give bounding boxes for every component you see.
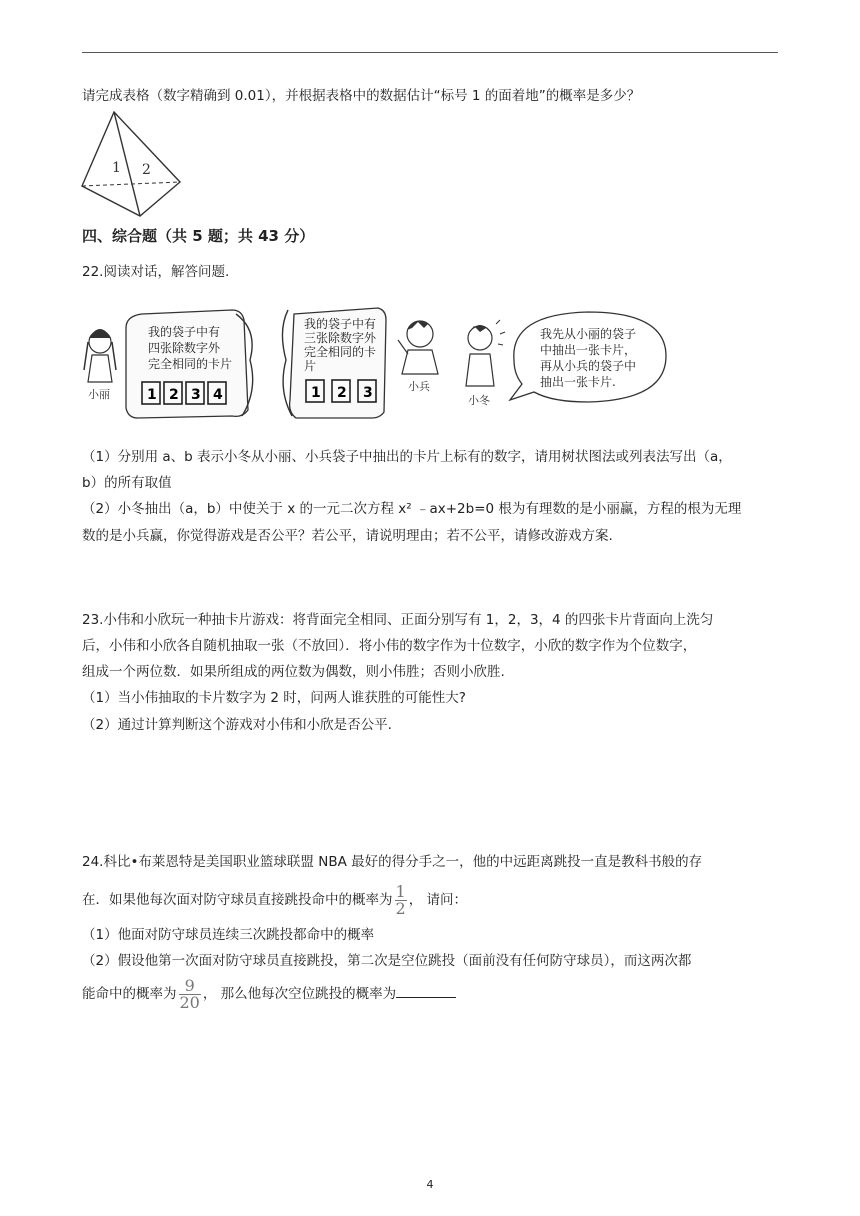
xiaodong-bubble-4: 抽出一张卡片. xyxy=(540,375,616,389)
xiaoli-card-3: 3 xyxy=(191,387,201,403)
xiaobing-card-1: 1 xyxy=(311,385,321,401)
xiaodong-figure xyxy=(466,320,505,407)
xiaobing-bubble-3: 完全相同的卡 xyxy=(304,345,377,359)
q24-line2 xyxy=(82,880,467,920)
xiaoli-card-1: 1 xyxy=(147,387,157,403)
xiaobing-name: 小兵 xyxy=(408,380,430,393)
xiaoli-figure xyxy=(84,329,116,401)
xiaobing-card-2: 2 xyxy=(337,385,347,401)
page-number: 4 xyxy=(426,1178,434,1191)
q22-intro: 22.阅读对话，解答问题. xyxy=(82,264,230,280)
xiaodong-bubble-2: 中抽出一张卡片， xyxy=(540,343,637,357)
xiaodong-speech-bubble xyxy=(510,312,666,402)
face-label-1: 1 xyxy=(112,160,121,176)
q24-line2-post: ， 请问： xyxy=(408,892,467,908)
xiaoli-scroll xyxy=(126,310,253,418)
xiaoli-bubble-2: 四张除数字外 xyxy=(148,341,221,355)
tetrahedron-figure xyxy=(80,110,184,222)
frac2-denominator: 20 xyxy=(179,992,200,1012)
q24-line2-pre: 在．如果他每次面对防守球员直接跳投命中的概率为 xyxy=(82,892,393,908)
q24-p2-line2-pre: 能命中的概率为 xyxy=(82,986,177,1002)
q22-p2-line2: 数的是小兵赢，你觉得游戏是否公平？若公平，请说明理由；若不公平，请修改游戏方案. xyxy=(82,528,613,544)
xiaoli-name: 小丽 xyxy=(88,388,110,401)
xiaobing-bubble-1: 我的袋子中有 xyxy=(304,317,377,331)
xiaodong-name: 小冬 xyxy=(468,394,490,407)
q23-p1: （1）当小伟抽取的卡片数字为 2 时，问两人谁获胜的可能性大? xyxy=(82,690,466,706)
answer-blank[interactable] xyxy=(396,983,456,998)
q23-line1: 23.小伟和小欣玩一种抽卡片游戏：将背面完全相同、正面分别写有 1，2，3，4 的四张卡片背面向上洗匀 xyxy=(82,612,714,628)
q24-line1: 24.科比•布莱恩特是美国职业篮球联盟 NBA 最好的得分手之一，他的中远距离跳投一直是教科书般的存 xyxy=(82,854,703,870)
xiaobing-bubble-4: 片 xyxy=(304,359,317,373)
xiaoli-card-2: 2 xyxy=(169,387,179,403)
header-rule xyxy=(82,52,778,53)
q24-p2-line2 xyxy=(82,974,456,1014)
q21-text: 请完成表格（数字精确到 0.01），并根据表格中的数据估计“标号 1 的面着地”的概率是多少？ xyxy=(82,88,641,104)
q24-p2-line2-post: ， 那么他每次空位跳投的概率为 xyxy=(202,986,397,1002)
q23-line2: 后，小伟和小欣各自随机抽取一张（不放回）．将小伟的数字作为十位数字，小欣的数字作为个位数字， xyxy=(82,638,697,654)
fraction-one-half xyxy=(395,881,407,918)
q24-p2-line1: （2）假设他第一次面对防守球员直接跳投，第二次是空位跳投（面前没有任何防守球员），而这两次都 xyxy=(82,953,692,969)
q23-line3: 组成一个两位数．如果所组成的两位数为偶数，则小伟胜；否则小欣胜. xyxy=(82,664,505,680)
q22-p1-line2: b）的所有取值 xyxy=(82,475,172,491)
face-label-2: 2 xyxy=(142,162,151,178)
xiaoli-card-4: 4 xyxy=(213,387,223,403)
xiaobing-figure xyxy=(398,321,438,393)
xiaodong-bubble-3: 再从小兵的袋子中 xyxy=(540,359,637,373)
xiaobing-card-3: 3 xyxy=(363,385,373,401)
xiaoli-bubble-3: 完全相同的卡片 xyxy=(148,357,233,371)
xiaobing-scroll xyxy=(282,308,386,418)
xiaodong-bubble-1: 我先从小丽的袋子 xyxy=(540,327,637,341)
q23-p2: （2）通过计算判断这个游戏对小伟和小欣是否公平. xyxy=(82,717,392,733)
xiaobing-bubble-2: 三张除数字外 xyxy=(304,331,377,345)
fraction-nine-twentieths xyxy=(179,975,201,1012)
q22-p1-line1: （1）分别用 a、b 表示小冬从小丽、小兵袋子中抽出的卡片上标有的数字，请用树状图法或列表法写出（a， xyxy=(82,449,732,465)
frac1-numerator: 1 xyxy=(395,881,406,901)
frac2-numerator: 9 xyxy=(184,975,195,995)
section-title: 四、综合题（共 5 题；共 43 分） xyxy=(82,227,315,245)
dialogue-cartoon xyxy=(82,300,682,430)
frac1-denominator: 2 xyxy=(395,898,406,918)
xiaoli-bubble-1: 我的袋子中有 xyxy=(148,325,221,339)
q22-p2-line1: （2）小冬抽出（a，b）中使关于 x 的一元二次方程 x² ﹣ax+2b=0 根为有理数的是小丽赢，方程的根为无理 xyxy=(82,501,742,517)
q24-p1: （1）他面对防守球员连续三次跳投都命中的概率 xyxy=(82,927,375,943)
